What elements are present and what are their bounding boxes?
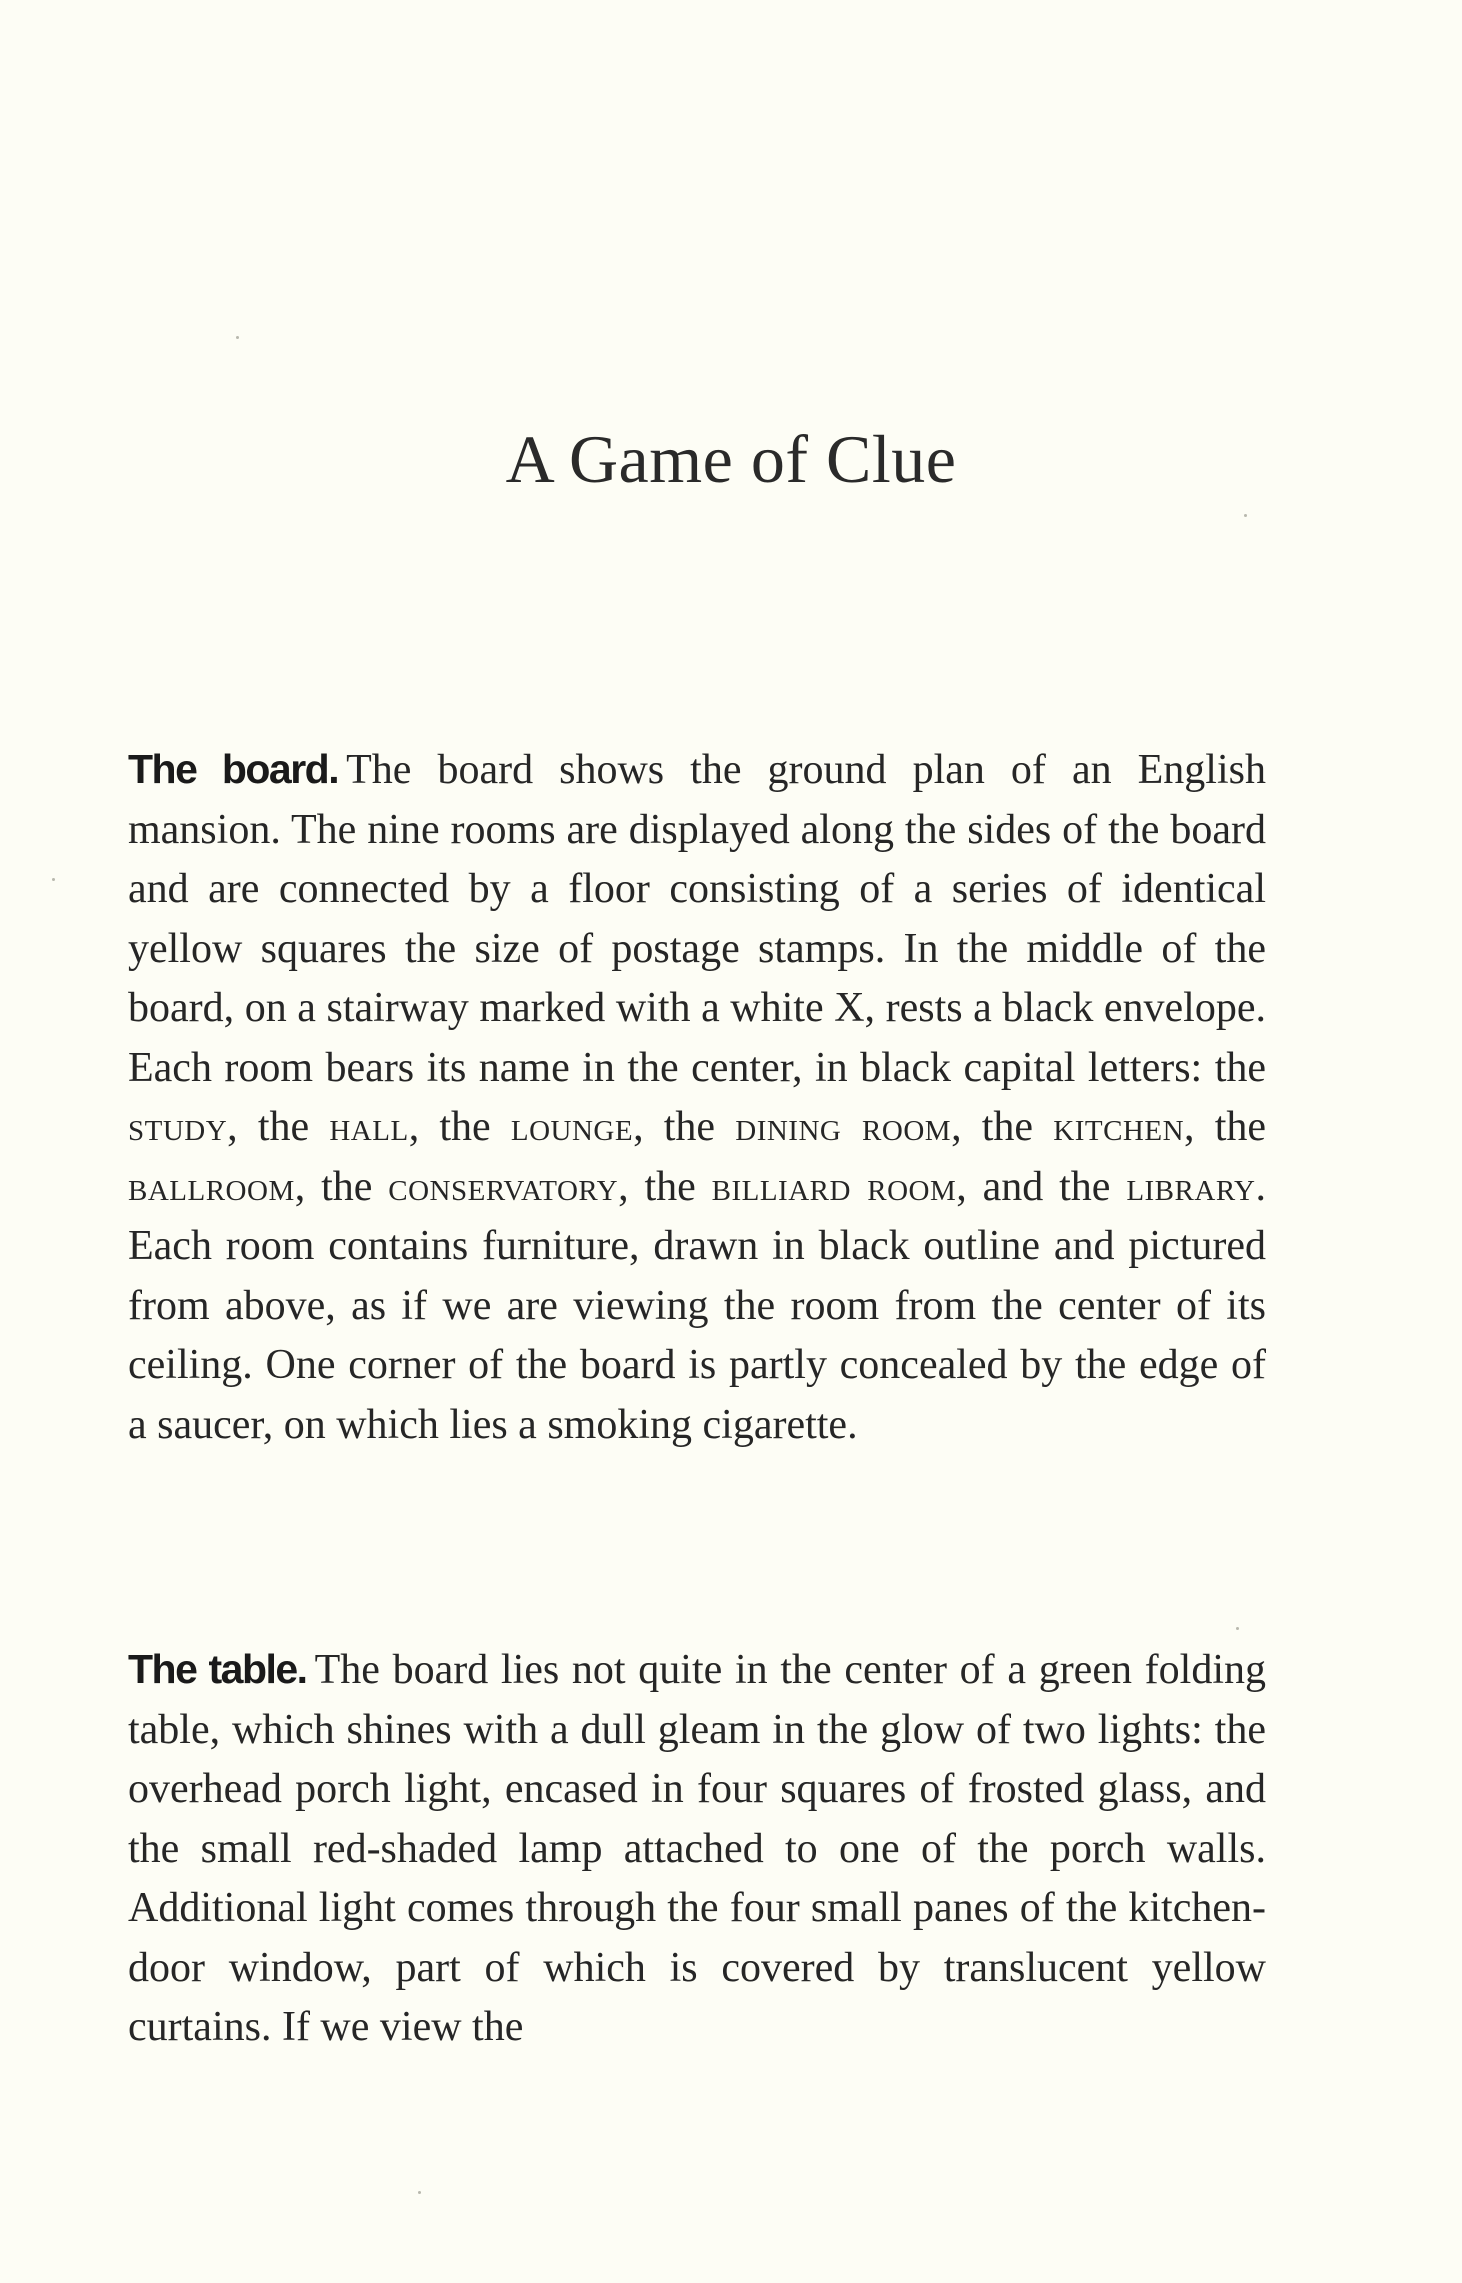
room-name-ballroom: ballroom — [128, 1163, 295, 1210]
separator: , the — [408, 1104, 511, 1150]
room-name-lounge: lounge — [510, 1104, 634, 1150]
paragraph-heading-board: The board. — [128, 746, 339, 792]
room-name-billiard-room: billiard room — [711, 1163, 957, 1210]
paragraph-text: The board shows the ground plan of an English mansion. The nine rooms are displayed along the sides of the board and are connected by a floor consisting of a series of identical yellow squares the size of postage stamps. In the middle of the board, on a stairway marked with a white X, rests a black envelope. Each room bears its name in the center, in black capital letters: the — [128, 747, 1266, 1091]
room-name-study: study — [128, 1104, 228, 1150]
separator: , the — [951, 1104, 1054, 1150]
separator: , the — [1184, 1104, 1267, 1150]
paper-speck — [236, 336, 239, 339]
separator: , the — [294, 1163, 389, 1210]
paragraph-heading-table: The table. — [128, 1646, 307, 1692]
separator: , the — [618, 1163, 712, 1210]
room-name-conservatory: conservatory — [388, 1163, 619, 1210]
paragraph-text: The board lies not quite in the center of a green folding table, which shines with a dull gleam in the glow of two lights: the overhead porch light, encased in four squares of frosted glass, and the small red-shaded lamp attached to one of the porch walls. Additional light comes through the four small panes of the kitchen-door window, part of which is covered by translucent yellow curtains. If we view the — [128, 1647, 1266, 2050]
separator: , the — [227, 1104, 330, 1150]
chapter-title: A Game of Clue — [505, 421, 957, 497]
paper-speck — [1236, 1627, 1239, 1630]
paragraph-the-table — [128, 1640, 1266, 2058]
paper-speck — [52, 878, 55, 881]
room-name-dining-room: dining room — [735, 1104, 952, 1150]
room-name-hall: hall — [329, 1104, 409, 1150]
paper-speck — [418, 2191, 421, 2194]
separator: , the — [633, 1104, 736, 1150]
paper-speck — [1244, 514, 1247, 517]
room-name-kitchen: kitchen — [1053, 1104, 1185, 1150]
paragraph-text: . Each room contains furniture, drawn in black outline and pictured from above, as if we are viewing the room from the center of its ceiling. One corner of the board is partly concealed by the edge of a saucer, on which lies a smoking cigarette. — [128, 1163, 1266, 1448]
room-name-library: library — [1126, 1163, 1256, 1210]
paragraph-the-board — [128, 740, 1266, 1455]
separator: , and the — [956, 1163, 1127, 1210]
